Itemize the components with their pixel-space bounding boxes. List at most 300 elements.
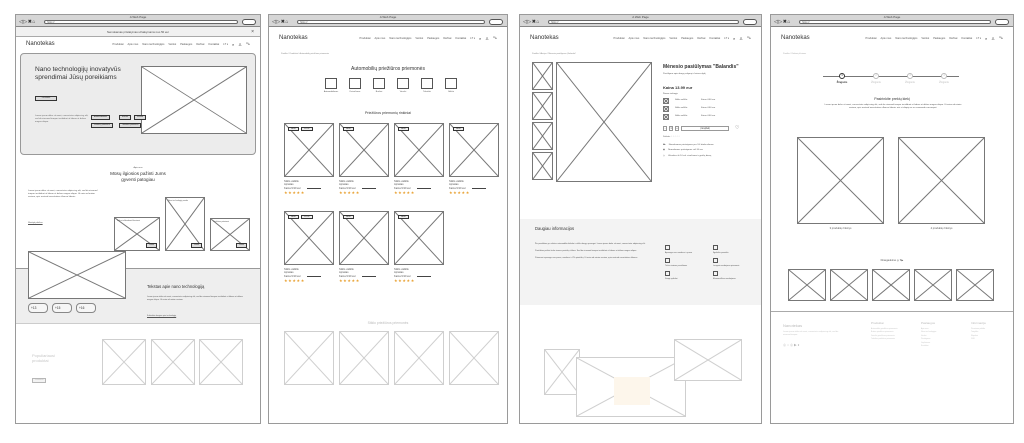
stat-pill: +15 [52, 303, 72, 313]
footer-column-title: Produktai [871, 321, 884, 325]
nav-item[interactable]: Kontaktai [455, 36, 467, 40]
feature-text: Ilgalaikis poveikis [713, 251, 729, 254]
browser-nav-buttons[interactable] [523, 19, 540, 25]
qty-plus-button[interactable]: + [676, 127, 678, 130]
stop-icon[interactable]: ✖ [280, 19, 286, 25]
set-item-name: Stiklo valiklis [675, 107, 688, 110]
url-bar[interactable]: https:// [799, 20, 991, 24]
feature-grid [665, 245, 755, 281]
search-icon[interactable]: ⌕ [733, 35, 736, 41]
user-icon[interactable]: ♙ [485, 35, 489, 41]
browser-nav-buttons[interactable] [19, 19, 36, 25]
nav-item[interactable]: Verslui [921, 36, 930, 40]
product-badge: NEW [288, 215, 299, 219]
back-icon[interactable]: ◁ [523, 19, 528, 25]
footer-link[interactable]: Verslui [921, 334, 927, 337]
product-title: Mėnesio pasiūlymas "Balandis" [663, 64, 739, 70]
category-item[interactable] [391, 78, 415, 93]
gallery-image[interactable] [914, 269, 952, 301]
stiklo-product-row [269, 331, 507, 401]
nav-item[interactable]: Produktai [359, 36, 371, 40]
footer-link[interactable]: Grąžinimas [921, 341, 931, 344]
product-name[interactable]: Stiklo valiklis [449, 180, 464, 183]
user-icon[interactable]: ♙ [991, 35, 995, 41]
set-item-price: Kaina 4.60 eur [701, 107, 716, 110]
category-item[interactable] [367, 78, 391, 93]
forward-icon[interactable]: ▷ [276, 19, 281, 25]
product-placeholder [449, 331, 499, 385]
nav-item[interactable]: Nano technologijos [389, 36, 412, 40]
nav-item[interactable]: Dažnai [443, 36, 452, 40]
product-image-placeholder [339, 123, 389, 177]
browser-search-pill[interactable] [743, 19, 757, 25]
forward-icon[interactable]: ▷ [778, 19, 783, 25]
popular-products-section [16, 333, 260, 423]
hero-text: Lorem ipsum dolor sit amet, consectetur adipiscing elit, sed do eiusmod tempor incididunt ut labore et dolore magna aliqua. [35, 115, 89, 123]
main-product-image [556, 62, 652, 182]
about-text: Lorem ipsum dolor sit amet, consectetur adipiscing elit, sed do eiusmod tempor incididunt ut labore et dolore magna aliqua. Ut enim ad minim veniam, quis nostrud exercitation ullamco laboris. [28, 190, 98, 198]
site-logo[interactable]: Nanotekas [26, 41, 55, 47]
benefit-item [663, 155, 755, 158]
clock-icon: ◷ [663, 154, 665, 157]
step-item[interactable] [827, 73, 857, 84]
nav-item[interactable]: Apie mus [127, 42, 139, 46]
category-icon-placeholder [325, 78, 337, 89]
section-subtitle: Priežiūros priemonių rinkiniai [365, 111, 411, 115]
hero-chip[interactable]: Dviračių priežiūrai [91, 123, 113, 128]
search-icon[interactable]: ⌕ [232, 41, 235, 47]
more-info-section [520, 219, 761, 305]
url-bar[interactable]: https:// [297, 20, 485, 24]
product-name[interactable]: Stiklo valiklis [284, 268, 299, 271]
about-heading [16, 167, 260, 184]
nav-item[interactable]: Kontaktai [208, 42, 220, 46]
step-label: Žingsnis [836, 81, 848, 84]
nav-item[interactable]: Produktai [112, 42, 124, 46]
product-name[interactable]: Stiklo valiklis [284, 180, 299, 183]
category-item[interactable] [415, 78, 439, 93]
info-paragraph: Produktas puikiai tinka visoms paviršių rūšims. Sed do eiusmod tempor incididunt ut labore et dolore magna aliqua. [535, 249, 637, 252]
announcement-bar [16, 27, 260, 37]
nav-item[interactable]: Kontaktai [961, 36, 973, 40]
product-name[interactable]: Stiklo valiklis [339, 180, 354, 183]
benefit-text: Nemokamas pristatymas virš 50 eur [668, 149, 703, 152]
youtube-icon[interactable]: ▶ [901, 259, 904, 262]
benefit-item [663, 144, 755, 147]
product-badge: Lt.10€ [301, 215, 313, 219]
site-nav [16, 37, 260, 51]
feature-text: Apsaugo nuo vandens ir purvo [665, 251, 693, 254]
rating-stars: ★★★★★ [394, 190, 415, 196]
nav-item[interactable]: Nano technologijos [643, 36, 666, 40]
step-item[interactable] [895, 73, 925, 84]
stats-row [28, 303, 96, 313]
info-paragraph: Šis produktas yra skirtas automobilio kėbulo ir stiklo dangų apsaugai. Lorem ipsum dolor sit amet, consectetur adipiscing elit. [535, 243, 646, 245]
product-sub: Aprašas [449, 183, 459, 187]
site-logo[interactable]: Nanotekas [781, 35, 810, 41]
set-item [663, 98, 715, 104]
wireframe-home-page [15, 14, 261, 424]
qty-input[interactable]: 1 [670, 127, 672, 130]
set-option-3[interactable] [797, 137, 884, 224]
instagram-icon[interactable]: ◎ [896, 259, 900, 262]
technology-link[interactable]: Sužinokite daugiau apie technologiją [147, 315, 177, 317]
nav-item[interactable]: Dažnai [196, 42, 205, 46]
rating-stars: ★★★★★ [339, 190, 360, 196]
footer-link[interactable]: Pristatymas [921, 338, 931, 341]
footer-link[interactable]: Nano technologijos [921, 331, 937, 334]
product-placeholder [284, 331, 334, 385]
about-card-text: Dažnai užduodami klausimai [117, 220, 140, 222]
wireframe-product-page [519, 14, 762, 424]
cart-icon[interactable]: ⛍ [245, 41, 250, 46]
nav-item[interactable]: Paslaugos [681, 36, 694, 40]
category-label: Verslui [399, 91, 407, 93]
hero-image-placeholder [141, 66, 247, 134]
home-icon[interactable]: ⌂ [285, 19, 289, 25]
product-sub: Aprašas [394, 183, 404, 187]
hero-chip[interactable]: Tekstilės priežiūrai [119, 123, 141, 128]
hero-section [20, 53, 256, 155]
nav-menu [866, 35, 1003, 41]
product-placeholder [339, 331, 389, 385]
footer-link[interactable]: Privatumo politika [971, 328, 986, 330]
category-label: Buičiai [375, 91, 383, 93]
browser-nav-buttons[interactable] [774, 19, 791, 25]
product-name[interactable]: Stiklo valiklis [339, 268, 354, 271]
hero-cta-button[interactable] [35, 96, 57, 101]
set-option-4[interactable] [898, 137, 985, 224]
product-image-placeholder [284, 211, 334, 265]
info-title: Daugiau informacijos [535, 226, 575, 231]
info-paragraphs [535, 243, 650, 263]
product-price: Kaina 9.90 eur [339, 274, 356, 278]
window-title: A Web Page [379, 15, 397, 19]
product-name[interactable]: Stiklo valiklis [394, 180, 409, 183]
about-title: Mūsų ilgiosios pažinti Jums gyventi patogiau [110, 171, 166, 182]
set-item [663, 106, 715, 112]
home-icon[interactable]: ⌂ [787, 19, 791, 25]
cart-icon[interactable]: ⛍ [746, 35, 751, 40]
set-item-price: Kaina 4.60 eur [701, 115, 716, 118]
hero-cta-label: Peržiūrėti [41, 97, 51, 99]
category-icon-placeholder [349, 78, 361, 89]
product-card[interactable] [339, 211, 389, 283]
nav-item[interactable]: Apie mus [374, 36, 386, 40]
product-price: Kaina 9.90 eur [449, 186, 466, 190]
step-item[interactable] [861, 73, 891, 84]
feature-text: Tinka visiems paviršiams [665, 264, 688, 267]
product-image-placeholder [339, 211, 389, 265]
footer-link[interactable]: Slapukai [971, 334, 978, 337]
footer-logo: Nanotekas [783, 323, 803, 328]
set-item-name: Stiklo valiklis [675, 115, 688, 118]
site-logo[interactable]: Nanotekas [530, 35, 559, 41]
popular-button[interactable]: Peržiūrėti [32, 378, 46, 383]
product-card[interactable] [394, 123, 444, 195]
product-placeholder [102, 339, 146, 385]
gallery-image[interactable] [830, 269, 868, 301]
stop-icon[interactable]: ✖ [531, 19, 537, 25]
browser-search-pill[interactable] [995, 19, 1009, 25]
nav-item[interactable]: LT ▾ [976, 36, 982, 40]
facebook-icon[interactable]: f [899, 259, 901, 262]
nav-item[interactable]: Dažnai [697, 36, 706, 40]
share-row [663, 136, 680, 139]
stop-icon[interactable]: ✖ [27, 19, 33, 25]
nav-item[interactable]: Dažnai [949, 36, 958, 40]
section-subtitle-2: Stiklo priežiūros priemonės [367, 321, 409, 325]
nav-item[interactable]: LT ▾ [724, 36, 730, 40]
search-icon[interactable]: ⌕ [985, 35, 988, 41]
about-link[interactable]: Skaityti plačiau [28, 222, 43, 224]
product-badge: NEW [288, 127, 299, 131]
nav-item[interactable]: Nano technologijos [142, 42, 165, 46]
hero-chip[interactable]: Buičiai [119, 115, 131, 120]
rating-stars: ★★★★★ [284, 190, 305, 196]
breadcrumb[interactable]: Pradžia / Produktai / Automobilių priežiūros priemonės [281, 53, 330, 55]
social-icons[interactable]: ○ ○ ○ ○ ○ [670, 136, 680, 138]
stop-icon[interactable]: ✖ [782, 19, 788, 25]
gallery-image[interactable] [872, 269, 910, 301]
hero-chip[interactable]: Automobiliams [91, 115, 110, 120]
footer-column [971, 321, 1009, 348]
feature-text: Saugi aplinkai [665, 277, 678, 280]
nav-item[interactable]: Apie mus [880, 36, 892, 40]
price-strike [417, 188, 431, 189]
related-image-placeholder [544, 349, 580, 395]
feature-text: Lengvai naudojama priemonė [713, 264, 740, 267]
product-name[interactable]: Stiklo valiklis [394, 268, 409, 271]
browser-chrome [269, 15, 507, 27]
product-card[interactable] [339, 123, 389, 195]
forward-icon[interactable]: ▷ [23, 19, 28, 25]
footer-about: Lorem ipsum dolor sit amet, consectetur adipiscing elit, sed do eiusmod tempor. [783, 331, 839, 336]
step-number: 1 [839, 73, 845, 79]
product-placeholder [394, 331, 444, 385]
announcement-text: Nemokamas pristatymas užsakymams nuo 50 eur [106, 30, 170, 34]
about-card-button[interactable]: Žiūrėti [191, 243, 202, 248]
about-card-text: Nano technologijų nauda [168, 200, 188, 202]
window-title: A Web Page [883, 15, 901, 19]
rating-stars: ★★★★★ [394, 278, 415, 284]
feature-text: Ekonomiškas naudojimas [713, 277, 736, 280]
product-sub: Aprašas [284, 183, 294, 187]
footer-link[interactable]: Taisyklės [971, 331, 979, 334]
feature-icon-placeholder [665, 245, 670, 250]
footer-social-icons[interactable]: ◎○◎▶♦ [783, 343, 801, 347]
nav-item[interactable]: Verslui [168, 42, 177, 46]
nav-item[interactable]: Kontaktai [709, 36, 721, 40]
nav-item[interactable]: Nano technologijos [895, 36, 918, 40]
user-icon[interactable]: ♙ [238, 41, 242, 47]
footer-link[interactable]: Dviračių priežiūros priemonės [871, 334, 895, 337]
nav-item[interactable]: LT ▾ [223, 42, 229, 46]
price-strike [307, 188, 321, 189]
footer-link[interactable]: Buities priežiūros priemonės [871, 331, 894, 334]
technology-image-placeholder [28, 251, 126, 299]
browser-nav-buttons[interactable] [272, 19, 289, 25]
benefit-item [663, 149, 755, 152]
browser-chrome [520, 15, 761, 27]
footer-link[interactable]: Kontaktai [921, 345, 929, 348]
footer-link[interactable]: Automobilių priežiūros priemonės [871, 328, 898, 330]
about-eyebrow: Apie mus [133, 167, 143, 169]
nav-item[interactable]: Paslaugos [427, 36, 440, 40]
close-icon[interactable]: × [251, 29, 254, 35]
footer-link[interactable]: Tekstilės priežiūros priemonės [871, 338, 896, 341]
forward-icon[interactable]: ▷ [527, 19, 532, 25]
nav-menu [360, 35, 497, 41]
category-label: Tekstilei [423, 91, 431, 93]
category-icon-placeholder [397, 78, 409, 89]
product-description: Pasiūlymo apie dangų valymą ir kainos dydį [663, 73, 706, 75]
category-icon-placeholder [421, 78, 433, 89]
nav-item[interactable]: LT ▾ [470, 36, 476, 40]
rating-stars: ★★★★★ [284, 278, 305, 284]
category-icon-placeholder [445, 78, 457, 89]
nav-item[interactable]: Paslaugos [933, 36, 946, 40]
product-image-placeholder [394, 123, 444, 177]
step-number: 2 [873, 73, 879, 79]
product-badge: NEW [453, 127, 464, 131]
gallery-image[interactable] [956, 269, 994, 301]
wireframe-category-page [268, 14, 508, 424]
nav-menu [113, 41, 250, 47]
product-price: Kaina 13.99 eur [663, 85, 693, 90]
feature-icon-placeholder [713, 245, 718, 250]
qty-minus-button[interactable]: - [664, 127, 666, 130]
thumbnail[interactable] [532, 152, 553, 180]
window-title: A Web Page [632, 15, 649, 19]
back-icon[interactable]: ◁ [774, 19, 779, 25]
step-label: Žingsnis [939, 81, 949, 84]
heart-icon[interactable]: ♡ [735, 125, 740, 131]
set-item-thumb [663, 106, 669, 112]
user-icon[interactable]: ♙ [739, 35, 743, 41]
product-sub: Aprašas [339, 183, 349, 187]
product-image-placeholder [394, 211, 444, 265]
site-nav [520, 31, 761, 45]
gallery-image[interactable] [788, 269, 826, 301]
truck-icon: ⛟ [663, 144, 666, 146]
stepper [827, 73, 959, 84]
set-option-label[interactable]: 3 produktų rinkinys [829, 227, 852, 230]
back-icon[interactable]: ◁ [19, 19, 24, 25]
thumbnail[interactable] [532, 92, 553, 120]
social-row [771, 259, 1013, 262]
add-to-cart-button[interactable]: į krepšelį [681, 126, 729, 131]
set-label: Šiame rinkinyje [663, 93, 678, 95]
page-title: Automobilių priežiūros priemonės [351, 66, 425, 72]
browser-search-pill[interactable] [489, 19, 503, 25]
product-card[interactable] [284, 211, 334, 283]
breadcrumb[interactable]: Pradžia / Akcijos / Mėnesio pasiūlymas „Balandis“ [532, 53, 577, 55]
set-item-thumb [663, 114, 669, 120]
product-card[interactable] [449, 123, 499, 195]
nav-item[interactable]: Paslaugos [180, 42, 193, 46]
url-bar[interactable]: https:// [44, 20, 238, 24]
cart-icon[interactable]: ⛍ [492, 35, 497, 40]
feature-item [713, 258, 755, 267]
footer-column [871, 321, 909, 348]
hero-title: Nano technologijų inovatyvūs sprendimai Jūsų poreikiams [35, 66, 121, 81]
price-strike [362, 188, 376, 189]
thumbnail[interactable] [532, 122, 553, 150]
nav-item[interactable]: Verslui [669, 36, 678, 40]
benefit-text: Užsakius iki 14 val. siunčiame tą pačią dieną [667, 154, 712, 157]
category-item[interactable] [439, 78, 463, 93]
product-placeholder [151, 339, 195, 385]
footer-link[interactable]: Apie mus [921, 328, 929, 330]
category-item[interactable] [343, 78, 367, 93]
site-nav [771, 31, 1013, 45]
home-icon[interactable]: ⌂ [536, 19, 540, 25]
feature-icon-placeholder [665, 258, 670, 263]
product-price: Kaina 9.90 eur [284, 274, 301, 278]
feature-icon-placeholder [713, 271, 718, 276]
url-bar[interactable]: https:// [548, 20, 739, 24]
set-item-price: Kaina 4.60 eur [701, 99, 716, 102]
site-logo[interactable]: Nanotekas [279, 35, 308, 41]
site-nav [269, 31, 507, 45]
benefit-text: Nemokamas pristatymas per 3-4 darbo dienas [668, 144, 714, 146]
set-items [663, 98, 715, 122]
thumbnail-list [532, 62, 553, 182]
search-icon[interactable]: ⌕ [479, 35, 482, 41]
cart-icon[interactable]: ⛍ [998, 35, 1003, 40]
browser-search-pill[interactable] [242, 19, 256, 25]
feature-item [665, 271, 707, 280]
product-card[interactable] [394, 211, 444, 283]
product-badge: NEW [343, 127, 354, 131]
about-card-button[interactable]: Žiūrėti [146, 243, 157, 248]
category-icon-placeholder [373, 78, 385, 89]
step-label: Žingsnis [871, 81, 881, 84]
hero-chip[interactable]: Verslui [134, 115, 146, 120]
thumbnail[interactable] [532, 62, 553, 90]
box-icon: ▣ [663, 149, 666, 152]
category-item[interactable] [319, 78, 343, 93]
home-icon[interactable]: ⌂ [32, 19, 36, 25]
about-card[interactable] [114, 217, 160, 251]
about-card[interactable] [165, 197, 205, 251]
product-badge: NEW [343, 215, 354, 219]
feature-item [665, 245, 707, 254]
breadcrumb[interactable]: Pradžia / Rinkinių kūrimas [783, 53, 807, 55]
about-card-button[interactable]: Žiūrėti [236, 243, 247, 248]
category-label: Stiklui [448, 91, 454, 93]
product-placeholder [199, 339, 243, 385]
nav-item[interactable]: Verslui [415, 36, 424, 40]
nav-item[interactable]: Produktai [865, 36, 877, 40]
product-card[interactable] [284, 123, 334, 195]
footer [771, 313, 1013, 423]
feature-item [713, 245, 755, 254]
footer-link[interactable]: DUK [971, 338, 975, 341]
social-gallery [788, 269, 994, 301]
technology-title: Tekstas apie nano technologiją [147, 284, 205, 289]
step-item[interactable] [929, 73, 959, 84]
product-badge: NEW [398, 127, 409, 131]
back-icon[interactable]: ◁ [272, 19, 277, 25]
rating-stars: ★★★★★ [339, 278, 360, 284]
set-option-label[interactable]: 4 produktų rinkinys [930, 227, 953, 230]
nav-item[interactable]: Produktai [613, 36, 625, 40]
nav-item[interactable]: Apie mus [628, 36, 640, 40]
product-price: Kaina 9.90 eur [339, 186, 356, 190]
about-card[interactable] [210, 218, 250, 251]
